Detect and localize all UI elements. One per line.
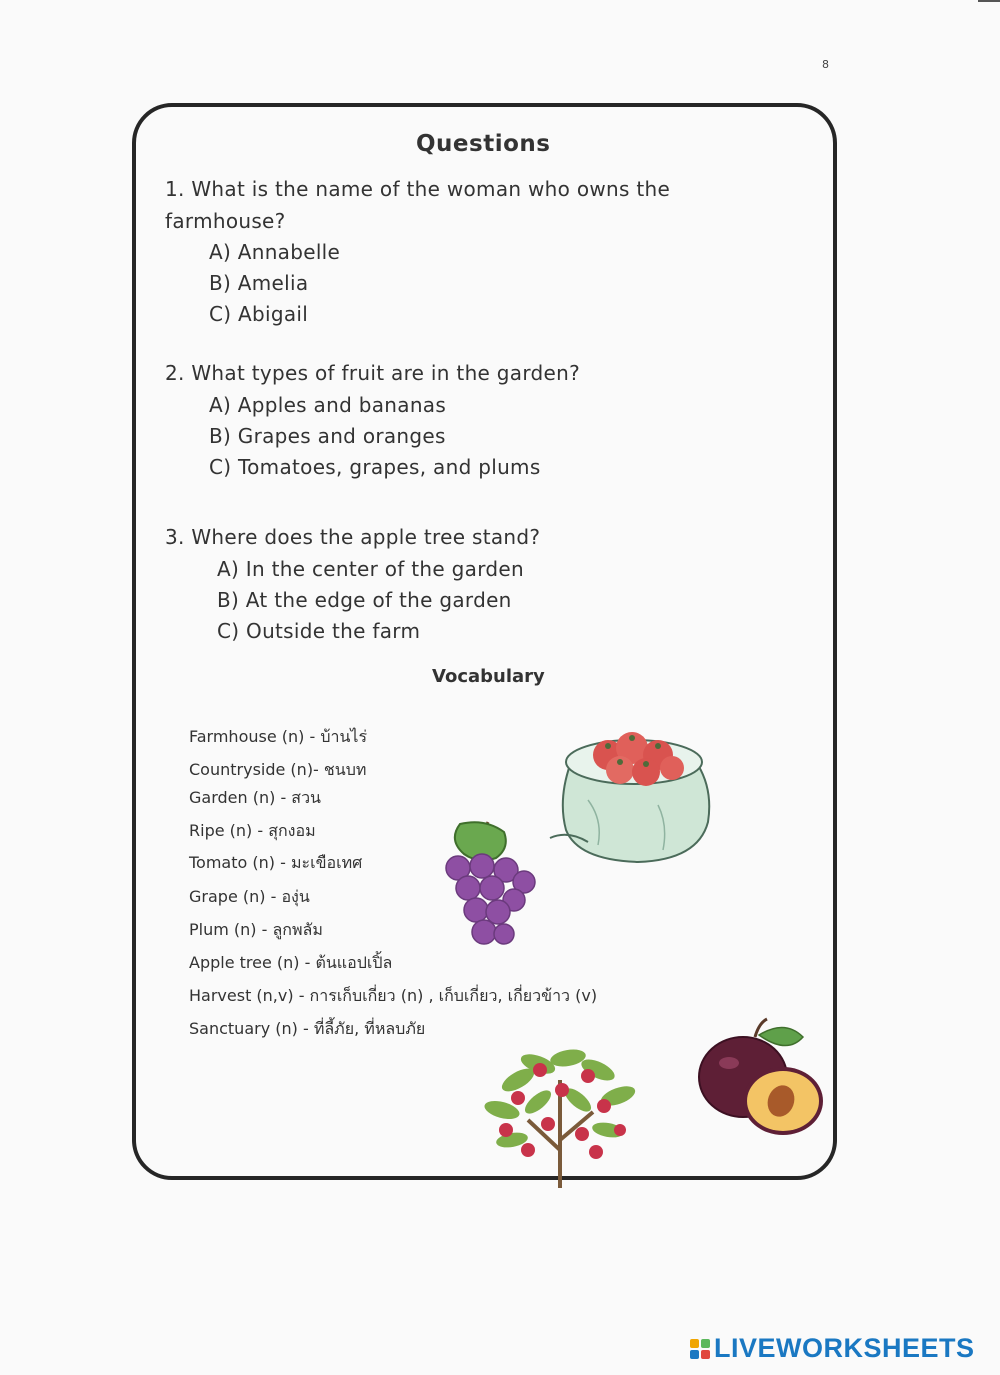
brand-name: LIVEWORKSHEETS (714, 1333, 975, 1363)
plum-illustration (695, 1015, 830, 1140)
question-3-option-a[interactable]: A) In the center of the garden (217, 557, 524, 581)
scan-mark (978, 0, 1000, 2)
vocab-item-apple-tree: Apple tree (n) - ต้นแอปเปิ้ล (189, 953, 393, 972)
vocab-item-ripe: Ripe (n) - สุกงอม (189, 821, 316, 840)
question-2-option-b[interactable]: B) Grapes and oranges (209, 424, 446, 448)
vocab-item-garden: Garden (n) - สวน (189, 788, 321, 807)
vocab-item-tomato: Tomato (n) - มะเขือเทศ (189, 853, 363, 872)
question-1-option-a[interactable]: A) Annabelle (209, 240, 341, 264)
vocabulary-heading: Vocabulary (432, 666, 545, 687)
question-2-option-a[interactable]: A) Apples and bananas (209, 393, 447, 417)
question-1-line-1: 1. What is the name of the woman who owns the (165, 177, 671, 201)
vocab-item-grape: Grape (n) - องุ่น (189, 887, 310, 906)
question-2-line-1: 2. What types of fruit are in the garden? (165, 361, 581, 385)
question-1-option-c[interactable]: C) Abigail (209, 302, 309, 326)
question-1-line-2: farmhouse? (165, 209, 286, 233)
vocab-item-harvest: Harvest (n,v) - การเก็บเกี่ยว (n) , เก็บเกี่ยว, เกี่ยวข้าว (v) (189, 986, 598, 1005)
question-3-option-c[interactable]: C) Outside the farm (217, 619, 421, 643)
brand-logo-icon (690, 1339, 710, 1359)
grapes-illustration (440, 818, 540, 958)
vocab-item-plum: Plum (n) - ลูกพลัม (189, 920, 323, 939)
tomato-sack-illustration (548, 710, 718, 870)
vocab-item-farmhouse: Farmhouse (n) - บ้านไร่ (189, 727, 368, 746)
vocab-item-countryside: Countryside (n)- ชนบท (189, 760, 367, 779)
page-number: 8 (822, 58, 829, 71)
question-2-option-c[interactable]: C) Tomatoes, grapes, and plums (209, 455, 541, 479)
brand-watermark (690, 1333, 975, 1364)
vocab-item-sanctuary: Sanctuary (n) - ที่ลี้ภัย, ที่หลบภัย (189, 1019, 426, 1038)
question-3-line-1: 3. Where does the apple tree stand? (165, 525, 541, 549)
questions-heading: Questions (416, 131, 551, 157)
question-1-option-b[interactable]: B) Amelia (209, 271, 309, 295)
question-3-option-b[interactable]: B) At the edge of the garden (217, 588, 512, 612)
apple-tree-illustration (478, 1040, 648, 1188)
